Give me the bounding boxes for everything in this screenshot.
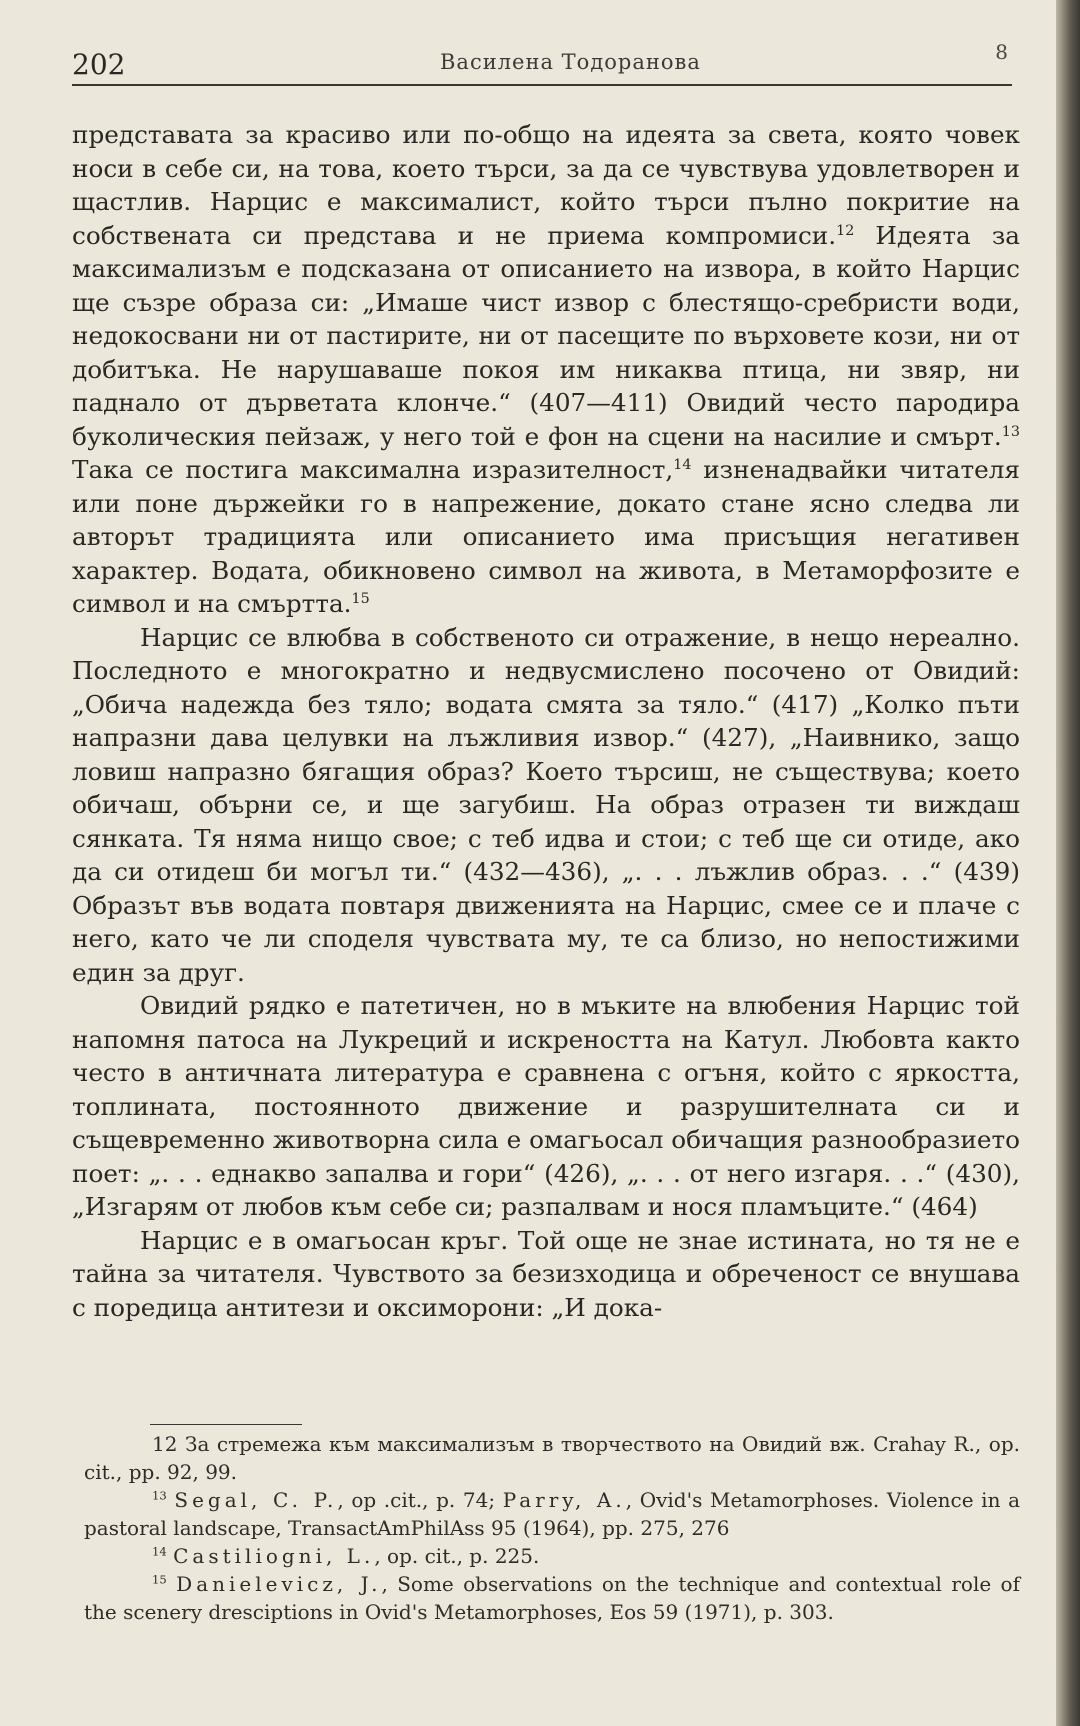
paragraph-2: Нарцис се влюбва в собственото си отражение, в нещо нереално. Последното е многократно и недвусмислено посочено от Овидий: „Обича надежда без тяло; водата смята за тяло.“ (417) „Колко пъти напразни дава целувки на лъжливия извор.“ (427), „Наивнико, защо ловиш напразно бягащия образ? Което търсиш, не съществува; което обичаш, обърни се, и ще загубиш. На образ отразен ти виждаш сянката. Тя няма нищо свое; с теб идва и стои; с теб ще си отиде, ако да си отидеш би могъл ти.“ (432—436), „. . . лъжлив образ. . .“ (439) Образът във водата повтаря движенията на Нарцис, смее се и плаче с него, като че ли споделя чувствата му, те са близо, но непостижими един за друг. (72, 622, 1020, 987)
footnote-13: $^{13}$ Segal, C. P., op .cit., p. 74; Parry, A., Ovid's Metamorphoses. Violence in a pastoral landscape, TransactAmPhilAss 95 (1964), pp. 275, 276 (84, 1488, 1021, 1540)
main-text (72, 118, 1020, 1324)
page-edge-shadow (1056, 0, 1080, 1726)
paragraph-1: представата за красиво или по-общо на идеята за света, която човек носи в себе си, на това, което търси, за да се чувствува удовлетворен и щастлив. Нарцис е максималист, който търси пълно покритие на собствената си представа и не приема компромиси.$^{12}$ Идеята за максимализъм е подсказана от описанието на извора, в който Нарцис ще съзре образа си: „Имаше чист извор с блестящо-сребристи води, недокосвани ни от пастирите, ни от пасещите по върховете кози, ни от добитъка. Не нарушаваше покоя им никаква птица, ни звяр, ни паднало от дърветата клонче.“ (407—411) Овидий често пародира буколическия пейзаж, у него той е фон на сцени на насилие и смърт.$^{13}$ Така се постига максимална изразителност,$^{14}$ изненадвайки читателя или поне държейки го в напрежение, докато стане ясно следва ли авторът традицията или описанието има присъщия негативен характер. Водата, обикновено символ на живота, в Метаморфозите е символ и на смъртта.$^{15}$ (72, 120, 1021, 618)
running-head: Василена Тодоранова (440, 50, 701, 74)
footnote-15: $^{15}$ Danielevicz, J., Some observations on the technique and contextual role of the scenery dresciptions in Ovid's Metamorphoses, Eos 59 (1971), p. 303. (84, 1572, 1021, 1624)
footnote-12: 12 За стремежа към максимализъм в творчеството на Овидий вж. Crahay R., op. cit., pp. 92, 99. (84, 1432, 1020, 1484)
margin-mark: 8 (995, 40, 1008, 64)
footnote-ref-13: 13 (1001, 423, 1020, 440)
footnote-ref-15: 15 (351, 590, 370, 607)
page-header (72, 40, 1012, 80)
footnote-rule (150, 1424, 302, 1425)
footnote-ref-14: 14 (673, 456, 692, 473)
footnote-ref-12: 12 (836, 222, 855, 239)
header-rule (72, 84, 1012, 86)
paragraph-4: Нарцис е в омагьосан кръг. Той още не знае истината, но тя не е тайна за читателя. Чувството за безизходица и обреченост се внушава с поредица антитези и оксиморони: „И дока- (72, 1225, 1020, 1322)
footnotes (84, 1430, 1020, 1626)
footnote-14: $^{14}$ Castiliogni, L., op. cit., p. 225. (152, 1544, 540, 1568)
paragraph-3: Овидий рядко е патетичен, но в мъките на влюбения Нарцис той напомня патоса на Лукреций и искреността на Катул. Любовта както често в античната литература е сравнена с огъня, който с яркостта, топлината, постоянното движение и разрушителната си и същевременно животворна сила е омагьосал обичащия разнообразието поет: „. . . еднакво запалва и гори“ (426), „. . . от него изгаря. . .“ (430), „Изгарям от любов към себе си; разпалвам и нося пламъците.“ (464) (72, 991, 1020, 1221)
page-number: 202 (72, 48, 126, 81)
